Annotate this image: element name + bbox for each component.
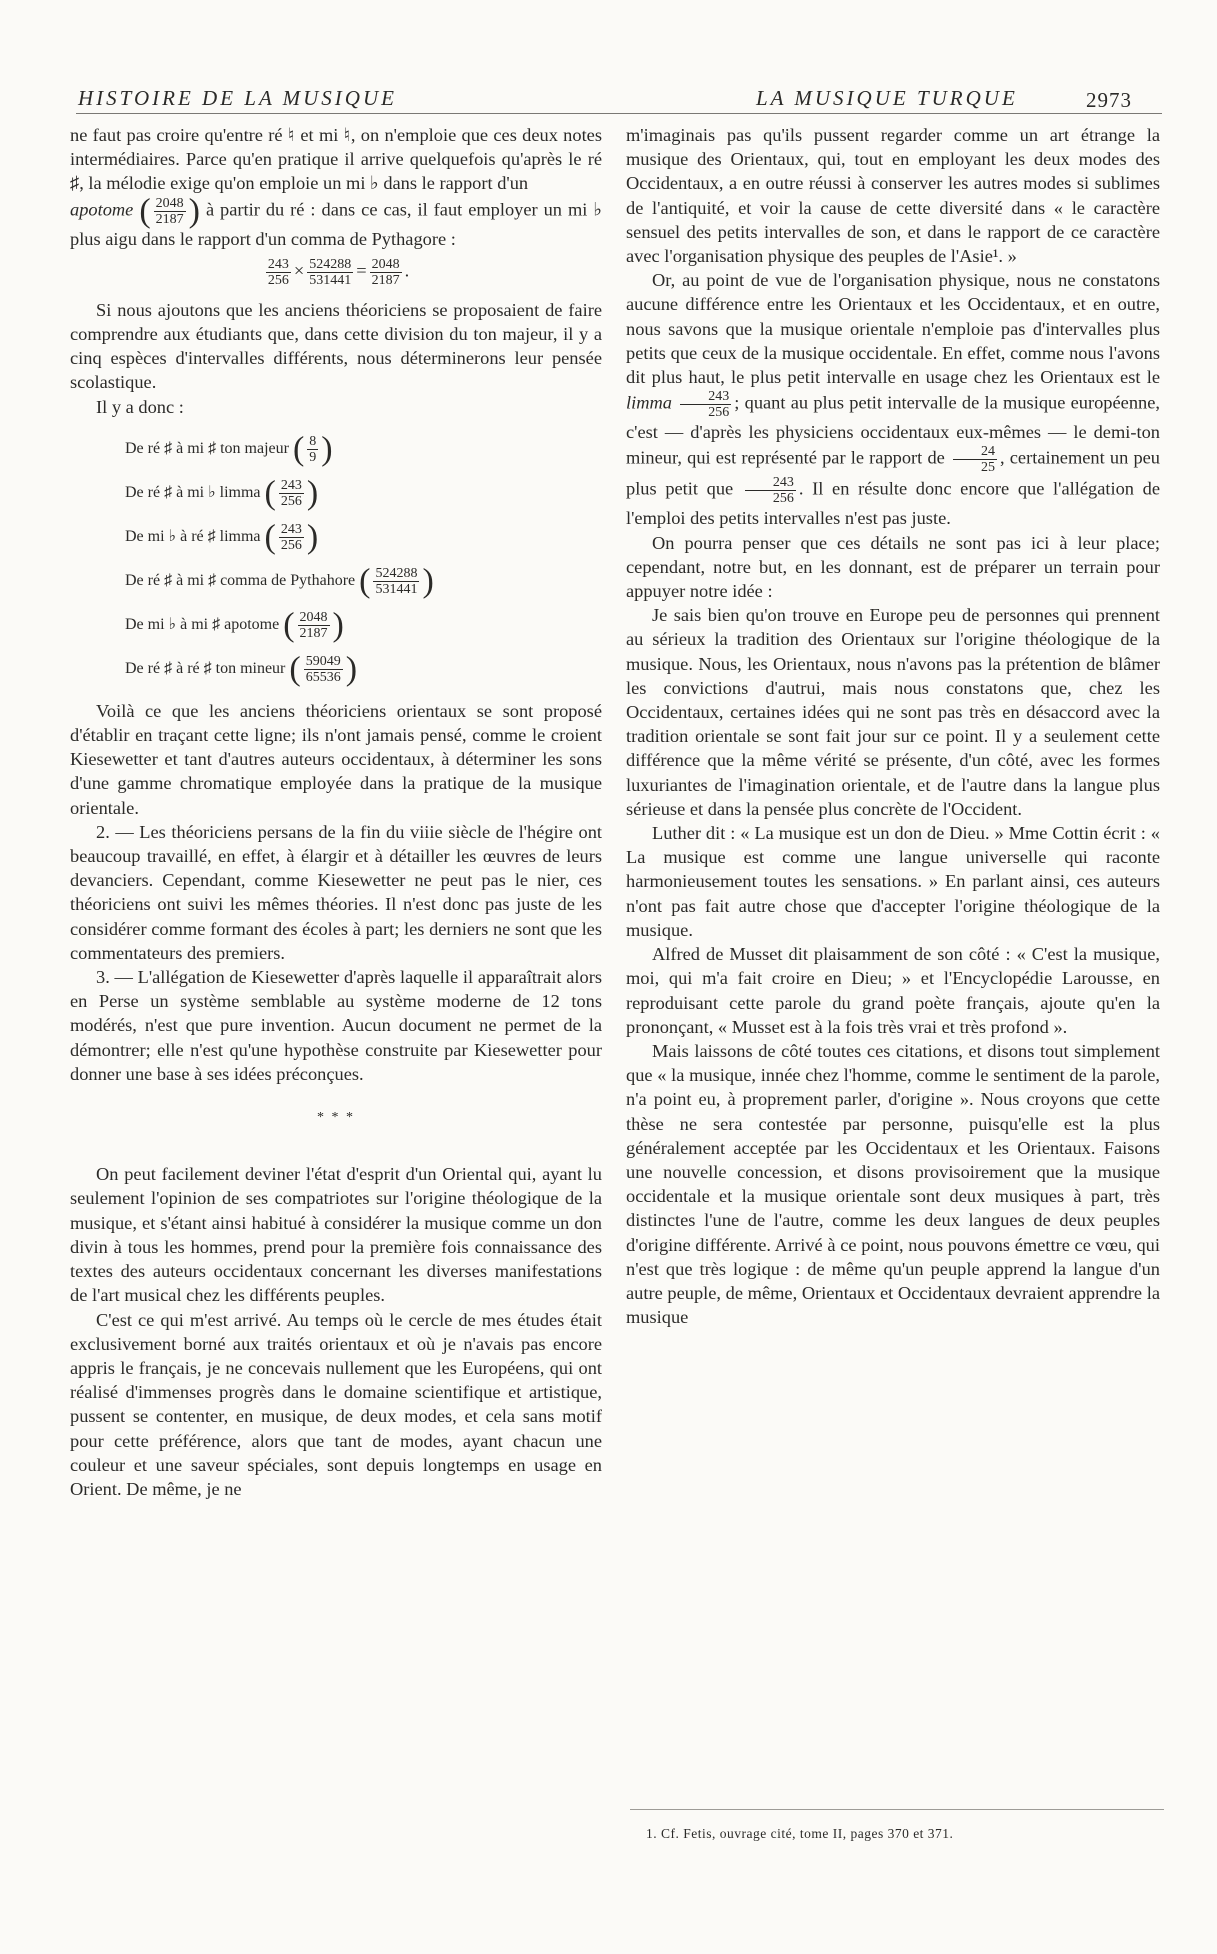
fraction-denominator: 65536 (305, 669, 341, 685)
fraction-numerator: 243 (745, 475, 796, 491)
fraction-denominator: 531441 (309, 272, 352, 288)
fraction-denominator: 256 (267, 272, 289, 288)
fraction-numerator: 524288 (309, 256, 352, 272)
interval-label: De ré ♯ à mi ♭ limma (125, 483, 261, 501)
paragraph: On pourra penser que ces détails ne sont pas ici à leur place; cependant, notre but, en les donnant, est de préparer un terrain pour appuyer notre idée : (626, 532, 1160, 602)
paragraph: Si nous ajoutons que les anciens théoriciens se proposaient de faire comprendre aux étudiants que, dans cette division du ton majeur, il y a cinq espèces d'intervalles différents, nous déterminerons leur pensée scolastique. (70, 299, 602, 393)
paragraph: Voilà ce que les anciens théoriciens orientaux se sont proposé d'établir en traçant cette ligne; ils n'ont jamais pensé, comme le croient Kiesewetter et tant d'autres auteurs occidentaux, à déterminer les sons d'une gamme chromatique employée dans la pratique de la musique orientale. (70, 700, 602, 818)
inline-text: Or, au point de vue de l'organisation physique, nous ne constatons aucune différence entre les Orientaux et les Occidentaux, et en outre, nous savons que la musique orientale n'emploie pas d'intervalles plus petits que ceux de la musique occidentale. En effet, comme nous l'avons dit plus haut, le plus petit intervalle en usage chez les Orientaux est le (626, 270, 1160, 388)
paragraph: 3. — L'allégation de Kiesewetter d'après laquelle il apparaîtrait alors en Perse un système semblable au système moderne de 12 tons modérés, n'est que pure invention. Aucun document ne permet de la démontrer; elle n'est qu'une hypothèse construite par Kiesewetter pour donner une base à ses idées préconçues. (70, 967, 602, 1084)
page-number: 2973 (1086, 88, 1132, 112)
fraction (953, 444, 997, 475)
fraction (307, 257, 353, 288)
left-column (70, 123, 602, 1501)
paragraph: C'est ce qui m'est arrivé. Au temps où le cercle de mes études était exclusivement borné aux traités orientaux et où je n'avais pas encore appris le français, je ne concevais nullement que les Européens, qui ont réalisé d'immenses progrès dans le domaine scientifique et artistique, pussent se contenter, en musique, de deux modes, et cela sans motif pour cette préférence, alors que tant de modes, ayant chacun une couleur et une saveur spéciales, sont depuis longtemps en usage en Orient. De même, je ne (70, 1309, 602, 1499)
fraction (307, 434, 318, 465)
interval-label: De ré ♯ à ré ♯ ton mineur (125, 659, 286, 677)
fraction-numerator: 59049 (305, 653, 341, 669)
right-column (626, 123, 1160, 1329)
paragraph-apotome (70, 192, 602, 251)
paragraph: 2. — Les théoriciens persans de la fin du viiie siècle de l'hégire ont beaucoup travaillé, en effet, à élargir et à détailler les œuvres de leurs devanciers. Cependant, comme Kiesewetter ne peut pas le nier, ces théoriciens ont suivi les mêmes théories. Il n'est donc pas juste de les considérer comme formant des écoles à part; les derniers ne sont que les commentateurs des premiers. (70, 821, 602, 963)
paragraph: Mais laissons de côté toutes ces citations, et disons tout simplement que « la musique, innée chez l'homme, comme le sentiment de la parole, n'a point eu, à proprement parler, d'origine ». Nous croyons que cette thèse ne sera contestée par personne, puisqu'elle est la plus généralement acceptée par les Occidentaux et les Orientaux. Faisons une nouvelle concession, et disons provisoirement que la musique occidentale et la musique orientale sont deux musiques à part, très distinctes l'une de l'autre, comme les deux langues de deux peuples d'origine différente. Arrivé à ce point, nous pouvons émettre ce vœu, qui n'est que très logique : de même qu'un peuple apprend la langue d'un autre peuple, de même, Orientaux et Occidentaux devraient apprendre la musique (626, 1040, 1160, 1328)
fraction-denominator: 256 (708, 405, 730, 421)
fraction-numerator: 243 (280, 521, 302, 537)
paragraph: Je sais bien qu'on trouve en Europe peu de personnes qui prennent au sérieux la tradition des Orientaux sur l'origine théologique de la musique. Nous, les Orientaux, nous n'avons pas la prétention de blâmer les convictions d'autrui, mais nous constatons que, chez les Occidentaux, certaines idées qui ne sont pas très en désaccord avec la tradition orientale se sont fait jour sur ce point. Il y a seulement cette différence que la même vérité se présente, d'un côté, avec les formes luxuriantes de l'imagination orientale, et de l'autre dans la langue plus sérieuse et dans la pensée plus concrète de l'Occident. (626, 605, 1160, 819)
paragraph: Luther dit : « La musique est un don de Dieu. » Mme Cottin écrit : « La musique est comme une langue universelle qui raconte harmonieusement toutes les sensations. » En parlant ainsi, ces auteurs n'ont pas fait autre chose que d'accepter l'origine théologique de la musique. (626, 823, 1160, 940)
fraction (370, 257, 402, 288)
fraction-denominator: 2187 (299, 625, 328, 641)
fraction-denominator: 2187 (371, 272, 400, 288)
header-rule (76, 113, 1162, 114)
fraction-numerator: 24 (953, 444, 997, 460)
paren-open: ( (139, 192, 151, 229)
interval-row: De ré ♯ à ré ♯ ton mineur ( $\frac{59049}{65536}$ ) (125, 650, 358, 688)
paragraph: m'imaginais pas qu'ils pussent regarder comme un art étrange la musique des Orientaux, qui, tout en employant les deux modes des Occidentaux, a en outre réussi à conserver les autres modes si sublimes de l'antiquité, et voir la cause de cette diversité dans « le caractère sensuel des petits intervalles de son, et dans le rapport de ce caractère avec l'organisation physique des peuples de l'Asie¹. » (626, 125, 1160, 267)
interval-label: De mi ♭ à mi ♯ apotome (125, 615, 280, 633)
inline-text: limma (626, 392, 672, 413)
running-head-right: LA MUSIQUE TURQUE (756, 86, 1018, 110)
footnote-rule (630, 1809, 1164, 1810)
paragraph: ne faut pas croire qu'entre ré ♮ et mi ♮, on n'emploie que ces deux notes intermédiaires. Parce qu'en pratique il arrive quelquefois qu'après le ré ♯, la mélodie exige qu'on emploie un mi ♭ dans le rapport d'un (70, 125, 602, 194)
fraction (279, 522, 304, 553)
interval-row: De mi ♭ à ré ♯ limma ( $\frac{243}{256}$ ) (125, 518, 319, 556)
fraction-numerator: 243 (267, 256, 289, 272)
inline-text: quant au plus petit intervalle de la musique européenne, c'est — d'après les physiciens occidentaux eux-mêmes — le demi-ton mineur, qui est représenté par le rapport de (626, 392, 1160, 469)
fraction-numerator: 2048 (371, 256, 400, 272)
paragraph-limma: Or, au point de vue de l'organisation physique, nous ne constatons aucune différence entre les Orientaux et les Occidentaux, et en outre, nous savons que la musique orientale n'emploie pas d'intervalles plus petits que ceux de la musique occidentale. En effet, comme nous l'avons dit plus haut, le plus petit intervalle en usage chez les Orientaux est le limma $\frac{243}{256}$ ; quant au plus petit intervalle de la musique européenne, c'est — d'après les physiciens occidentaux eux-mêmes — le demi-ton mineur, qui est représenté par le rapport de $\frac{24}{25}$ , certainement un peu plus petit que $\frac{243}{256}$ . Il en résulte donc encore que l'allégation de l'emploi des petits intervalles n'est pas juste. (626, 270, 1161, 529)
fraction-numerator: 2048 (155, 195, 184, 211)
fraction-denominator: 256 (772, 491, 794, 507)
interval-label: De mi ♭ à ré ♯ limma (125, 527, 261, 545)
fraction-numerator: 243 (680, 389, 731, 405)
fraction-denominator: 256 (280, 493, 302, 509)
section-break: * * * (317, 1110, 355, 1126)
fraction (266, 257, 291, 288)
fraction-numerator: 243 (280, 477, 302, 493)
paragraph: On peut facilement deviner l'état d'esprit d'un Oriental qui, ayant lu seulement l'opinion de ses compatriotes sur l'origine théologique de la musique, et s'étant ainsi habitué à considérer la musique comme un don divin à tous les hommes, prend pour la première fois connaissance des textes des auteurs occidentaux concernant les diverses manifestations de l'art musical chez les différents peuples. (70, 1164, 602, 1306)
fraction-denominator: 531441 (375, 581, 418, 597)
interval-row: De mi ♭ à mi ♯ apotome ( $\frac{2048}{2187}$ ) (125, 606, 344, 644)
fraction-denominator: 25 (981, 460, 995, 476)
fraction (680, 389, 731, 420)
fraction (373, 566, 419, 597)
fraction (279, 478, 304, 509)
interval-row: De ré ♯ à mi ♭ limma ( $\frac{243}{256}$ ) (125, 474, 319, 512)
inline-text: à partir du ré : dans ce cas, il faut employer un mi ♭ plus aigu dans le rapport d'un comma de Pythagore : (70, 199, 602, 249)
equation: $\frac{243}{256}$ × $\frac{524288}{531441}$ = $\frac{2048}{2187}$ . (267, 256, 410, 288)
paren-close: ) (188, 192, 200, 229)
inline-text: apotome (70, 199, 134, 220)
interval-row: De ré ♯ à mi ♯ comma de Pythahore ( $\frac{524288}{531441}$ ) (125, 562, 434, 600)
interval-label: De ré ♯ à mi ♯ comma de Pythahore (125, 571, 356, 589)
fraction (745, 475, 796, 506)
fraction-denominator: 9 (309, 449, 317, 465)
fraction (304, 654, 343, 685)
running-head-left: HISTOIRE DE LA MUSIQUE (78, 86, 397, 110)
paragraph: Il y a donc : (96, 396, 184, 417)
interval-table (125, 427, 602, 691)
fraction (298, 610, 330, 641)
fraction-numerator: 2048 (299, 609, 328, 625)
fraction-denominator: 2187 (155, 211, 184, 227)
interval-row: De ré ♯ à mi ♯ ton majeur ( $\frac{8}{9}$ ) (125, 430, 333, 468)
inline-text: . Il en résulte donc encore que l'allégation de l'emploi des petits intervalles n'est pas juste. (626, 479, 1161, 529)
paragraph: Alfred de Musset dit plaisamment de son côté : « C'est la musique, moi, qui m'a fait croire en Dieu; » et l'Encyclopédie Larousse, en reproduisant cette parole du grand poète français, ajoute qu'en la prononçant, « Musset est à la fois très vrai et très profond ». (626, 944, 1160, 1037)
fraction-denominator: 256 (280, 537, 302, 553)
fraction-numerator: 524288 (375, 565, 418, 581)
inline-text: , certainement un peu plus petit que (626, 448, 1161, 500)
interval-label: De ré ♯ à mi ♯ ton majeur (125, 439, 289, 457)
fraction (154, 196, 186, 227)
fraction-numerator: 8 (309, 433, 317, 449)
footnote: 1. Cf. Fetis, ouvrage cité, tome II, pages 370 et 371. (646, 1826, 954, 1841)
